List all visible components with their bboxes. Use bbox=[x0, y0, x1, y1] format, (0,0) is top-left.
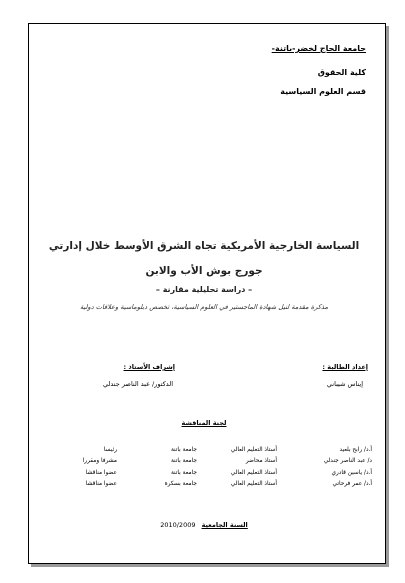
committee-row bbox=[40, 447, 372, 458]
thesis-title-line-1: السياسة الخارجية الأمريكية تجاه الشرق الأوسط خلال إدارتي bbox=[48, 240, 360, 252]
member-university: جامعة بسكرة bbox=[164, 481, 197, 487]
department-name: قسم العلوم السياسية bbox=[280, 87, 366, 96]
academic-year-label: السنة الجامعية bbox=[201, 521, 248, 529]
member-rank: أستاذ محاضر bbox=[245, 458, 277, 464]
member-role: عضوا مناقشا bbox=[85, 470, 117, 476]
student-label: إعداد الطالبة : bbox=[322, 363, 368, 371]
academic-year-value: 2010/2009 bbox=[160, 521, 196, 529]
committee-row bbox=[40, 470, 372, 481]
member-role: رئيسا bbox=[103, 447, 117, 453]
faculty-name: كلية الحقوق bbox=[317, 68, 366, 77]
supervisor-name: الدكتور/ عبد الناصر جندلي bbox=[102, 380, 173, 388]
committee-row bbox=[40, 481, 372, 492]
supervisor-label: إشراف الأستاذ : bbox=[123, 363, 175, 371]
member-university: جامعة باتنة bbox=[170, 458, 197, 464]
member-name: أ.د/ رابح بلعيد bbox=[339, 447, 372, 453]
member-rank: أستاذ التعليم العالي bbox=[230, 481, 277, 487]
thesis-description: مذكرة مقدمة لنيل شهادة الماجستير في العلوم السياسية، تخصص دبلوماسية وعلاقات دولية bbox=[79, 303, 329, 311]
student-name: إيناس شيباني bbox=[326, 380, 363, 388]
member-rank: أستاذ التعليم العالي bbox=[230, 447, 277, 453]
thesis-title-line-3: – دراسة تحليلية مقارنة – bbox=[155, 285, 253, 294]
member-name: د/ عبد الناصر جندلي bbox=[323, 458, 372, 464]
thesis-title-line-2: جورج بوش الأب والابن bbox=[145, 265, 263, 277]
member-university: جامعة باتنة bbox=[170, 447, 197, 453]
committee-row bbox=[40, 458, 372, 469]
member-university: جامعة باتنة bbox=[170, 470, 197, 476]
member-role: مشرفا ومقررا bbox=[82, 458, 117, 464]
member-rank: أستاذ التعليم العالي bbox=[230, 470, 277, 476]
member-name: أ.د/ ياسين قادري bbox=[331, 470, 372, 476]
committee-title: لجنة المناقشة bbox=[181, 419, 227, 427]
member-name: أ.د/ عمر فرحاتي bbox=[332, 481, 372, 487]
academic-year bbox=[34, 521, 374, 529]
university-name: جامعة الحاج لخضر-باتنة- bbox=[271, 44, 366, 53]
member-role: عضوا مناقشا bbox=[85, 481, 117, 487]
